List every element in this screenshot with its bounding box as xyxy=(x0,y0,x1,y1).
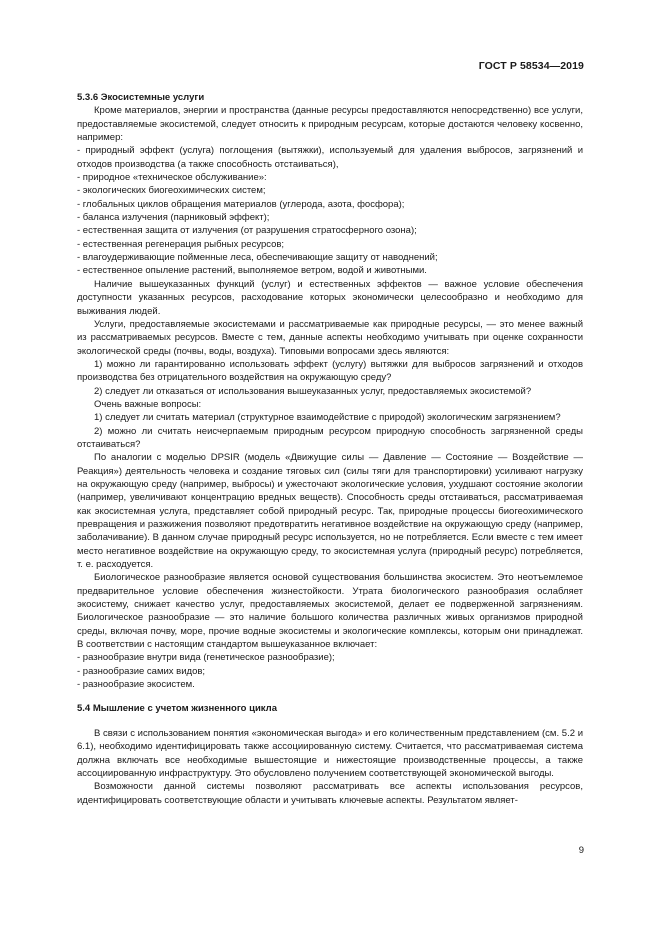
list-item: - разнообразие внутри вида (генетическое разнообразие); xyxy=(77,652,335,664)
list-item: - разнообразие самих видов; xyxy=(77,665,206,677)
paragraph: По аналогии с моделью DPSIR (модель «Движущие силы — Давление — Состояние — Воздействие — Реакция») деятельность человека и создание тяговых сил (силы тяги для транспортировки) усиливают нагрузку на окружающую среду (например, выбросы) и ужесточают экологические условия, ухудшают состояние экологии (например, увеличивают концентрацию вредных веществ). Способность среды отстаиваться, рассматриваемая как экосистемная услуга, представляет собой природный ресурс. Так, природные процессы биогеохимического превращения и разжижения позволяют предотвратить негативное воздействие на окружающую среду (например, заболачивание). В данном случае природный ресурс используется, но не потребляется. Если вместе с тем имеет место негативное воздействие на окружающую среду, то экосистемная услуга (природный ресурс) потребляется, т. е. расходуется. xyxy=(77,452,583,571)
section-5-3-6-title: 5.3.6 Экосистемные услуги xyxy=(77,92,205,103)
list-item: - баланса излучения (парниковый эффект); xyxy=(77,212,270,224)
question: 1) можно ли гарантированно использовать эффект (услугу) вытяжки для выбросов загрязнений и отходов производства без отрицательного воздействия на окружающую среду? xyxy=(77,358,583,384)
paragraph: Наличие вышеуказанных функций (услуг) и естественных эффектов — важное условие обеспечения доступности указанных ресурсов, расходование которых экономически целесообразно и необходимо для выживания людей. xyxy=(77,278,583,317)
list-item: - природный эффект (услуга) поглощения (вытяжки), используемый для удаления выбросов, загрязнений и отходов производства (а также способность отстаиваться), xyxy=(77,145,583,170)
standard-code: ГОСТ Р 58534—2019 xyxy=(478,60,584,72)
paragraph: Очень важные вопросы: xyxy=(94,398,202,410)
list-item: - естественное опыление растений, выполняемое ветром, водой и животными. xyxy=(77,265,427,277)
paragraph: Услуги, предоставляемые экосистемами и рассматриваемые как природные ресурсы, — это менее важный из рассматриваемых ресурсов. Вместе с тем, данные аспекты необходимо учитывать при оценке сохранности экологической среды (почвы, воды, воздуха). Типовыми вопросами здесь являются: xyxy=(77,318,583,357)
paragraph: Кроме материалов, энергии и пространства (данные ресурсы предоставляются непосредственно) все услуги, предоставляемые экосистемой, следует относить к природным ресурсам, которые достаются человеку косвенно, например: xyxy=(77,105,583,144)
list-item: - естественная регенерация рыбных ресурсов; xyxy=(77,238,285,250)
page-number: 9 xyxy=(578,845,584,856)
paragraph: Возможности данной системы позволяют рассматривать все аспекты использования ресурсов, идентифицировать соответствующие области и учитывать ключевые аспекты. Результатом являет- xyxy=(77,781,583,806)
list-item: - экологических биогеохимических систем; xyxy=(77,185,266,197)
spacer xyxy=(77,691,583,702)
list-item: - глобальных циклов обращения материалов (углерода, азота, фосфора); xyxy=(77,198,405,210)
list-item: - разнообразие экосистем. xyxy=(77,679,195,691)
list-item: - природное «техническое обслуживание»: xyxy=(77,172,267,184)
question: 2) можно ли считать неисчерпаемым природным ресурсом природную способность загрязненной среды отстаиваться? xyxy=(77,425,583,450)
list-item: - естественная защита от излучения (от разрушения стратосферного озона); xyxy=(77,225,417,237)
list-item: - влагоудерживающие пойменные леса, обеспечивающие защиту от наводнений; xyxy=(77,252,438,264)
question: 2) следует ли отказаться от использования вышеуказанных услуг, предоставляемых экосистемой? xyxy=(94,385,532,397)
section-5-4-title: 5.4 Мышление с учетом жизненного цикла xyxy=(77,703,277,715)
body-text xyxy=(77,91,583,807)
spacer xyxy=(77,716,583,727)
question: 1) следует ли считать материал (структурное взаимодействие с природой) экологическим загрязнением? xyxy=(94,412,561,424)
paragraph: Биологическое разнообразие является основой существования большинства экосистем. Это неотъемлемое предварительное условие обеспечения жизнестойкости. Утрата биологического разнообразия ослабляет экосистему, снижает качество услуг, предоставляемых экосистемой, делает ее подверженной загрязнениям. Биологическое разнообразие — это наличие большого количества различных живых организмов природной среды, включая почву, море, прочие водные экосистемы и экологические комплексы, которым они принадлежат. В соответствии с настоящим стандартом вышеуказанное включает: xyxy=(77,572,583,651)
paragraph: В связи с использованием понятия «экономическая выгода» и его количественным представлением (см. 5.2 и 6.1), необходимо идентифицировать также ассоциированную систему. Считается, что рассматриваемая система должна включать все необходимые вышестоящие и нижестоящие производственные процессы, а также ассоциированную инфраструктуру. Это обусловлено получением соответствующей экономической выгоды. xyxy=(77,727,583,779)
